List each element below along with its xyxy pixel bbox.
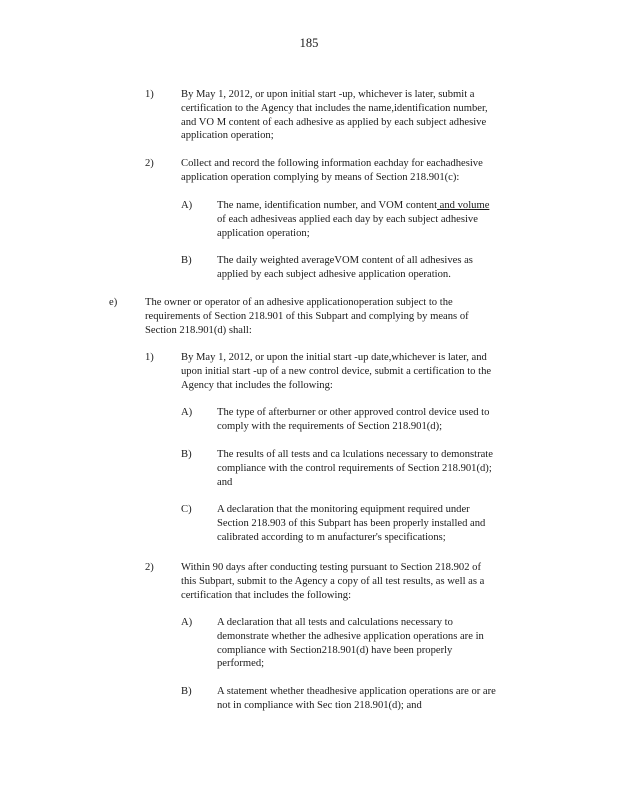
item-text <box>145 296 515 337</box>
text-line: Within 90 days after conducting testing pursuant to Section 218.902 of <box>181 562 481 573</box>
text-line: Agency that includes the following: <box>181 379 333 391</box>
text-line: comply with the requirements of Section 218.901(d); <box>217 420 443 432</box>
item-marker: 1) <box>145 352 154 363</box>
text-line: demonstrate whether the adhesive application operations are in <box>217 630 484 642</box>
text-line: performed; <box>217 658 265 670</box>
text-line: calibrated according to m anufacturer's specifications; <box>217 531 446 543</box>
item-text <box>217 199 527 240</box>
item-marker: B) <box>181 449 192 460</box>
item-marker: A) <box>181 407 193 418</box>
item-text <box>181 88 526 143</box>
underlined-insertion: and volume <box>437 200 490 211</box>
item-marker: 2) <box>145 158 154 169</box>
text-line: not in compliance with Sec tion 218.901(d); and <box>217 699 422 711</box>
text-line: A declaration that the monitoring equipment required under <box>217 504 470 515</box>
item-marker: e) <box>109 297 118 308</box>
text-line: certification to the Agency that includes the name,identification number, <box>181 102 488 114</box>
text-line: By May 1, 2012, or upon initial start -up, whichever is later, submit a <box>181 89 475 100</box>
text-line: Collect and record the following information eachday for eachadhesive <box>181 158 483 169</box>
text-segment: The name, identification number, and VOM content <box>217 200 438 211</box>
item-marker: 1) <box>145 89 154 100</box>
text-line: The results of all tests and ca lculations necessary to demonstrate <box>217 449 493 460</box>
text-line: application operation; <box>181 130 274 142</box>
item-marker: A) <box>181 617 193 628</box>
text-line: upon initial start -up of a new control device, submit a certification to the <box>181 365 492 377</box>
item-marker: B) <box>181 686 192 697</box>
item-text <box>217 503 522 544</box>
text-line: The owner or operator of an adhesive applicationoperation subject to the <box>145 297 453 308</box>
page-number: 185 <box>299 36 319 50</box>
text-line: The daily weighted averageVOM content of all adhesives as <box>217 255 473 266</box>
text-line <box>217 199 527 213</box>
item-marker: A) <box>181 200 193 211</box>
text-line: A declaration that all tests and calculations necessary to <box>217 617 453 628</box>
text-line: application operation; <box>217 227 310 239</box>
text-line: compliance with the control requirements of Section 218.901(d); <box>217 462 492 474</box>
item-text <box>181 561 527 602</box>
item-text <box>217 406 527 434</box>
text-line: A statement whether theadhesive application operations are or are <box>217 686 496 697</box>
item-marker: 2) <box>145 562 154 573</box>
item-text <box>181 351 527 392</box>
text-line: this Subpart, submit to the Agency a copy of all test results, as well as a <box>181 575 485 587</box>
item-marker: C) <box>181 504 192 515</box>
item-text <box>217 616 522 671</box>
text-line: and <box>217 476 233 488</box>
text-line: certification that includes the following: <box>181 589 352 601</box>
item-text <box>217 685 532 713</box>
text-line: applied by each subject adhesive application operation. <box>217 268 451 280</box>
item-text <box>181 157 526 185</box>
item-marker: B) <box>181 255 192 266</box>
item-text <box>217 448 527 489</box>
text-line: compliance with Section218.901(d) have been properly <box>217 644 453 656</box>
text-line: application operation complying by means of Section 218.901(c): <box>181 171 460 183</box>
text-line: Section 218.903 of this Subpart has been properly installed and <box>217 517 486 529</box>
text-line: Section 218.901(d) shall: <box>145 324 252 336</box>
item-text <box>217 254 509 282</box>
text-line: requirements of Section 218.901 of this Subpart and complying by means of <box>145 310 469 322</box>
text-line: and VO M content of each adhesive as applied by each subject adhesive <box>181 116 487 128</box>
text-line: By May 1, 2012, or upon the initial start -up date,whichever is later, and <box>181 352 487 363</box>
text-line: of each adhesiveas applied each day by each subject adhesive <box>217 213 478 225</box>
text-line: The type of afterburner or other approved control device used to <box>217 407 490 418</box>
